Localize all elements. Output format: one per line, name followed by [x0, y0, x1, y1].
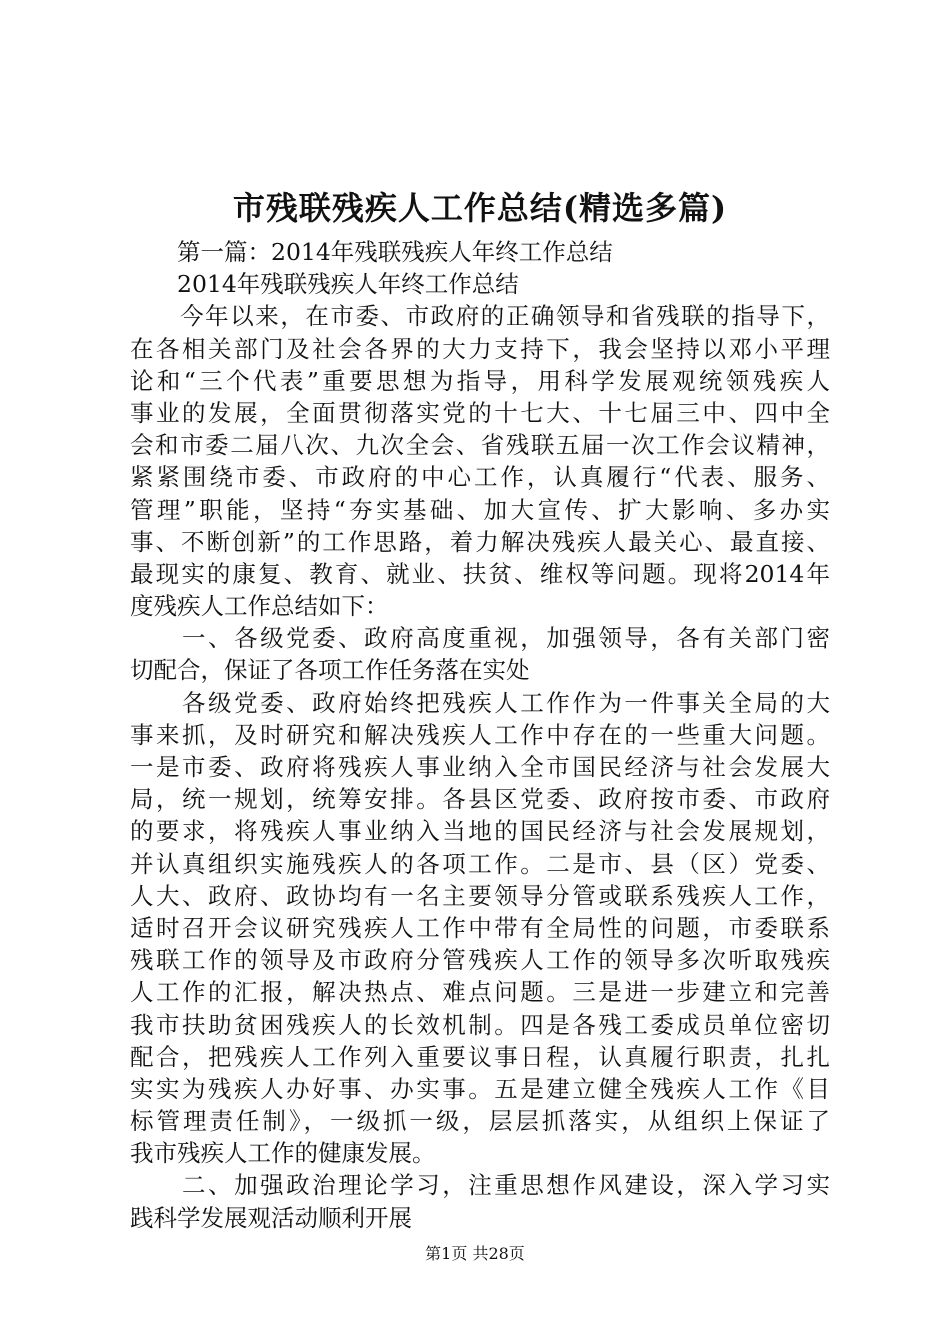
- body-line: 我市残疾人工作的健康发展。: [130, 1139, 436, 1168]
- body-line: 实实为残疾人办好事、办实事。五是建立健全残疾人工作《目: [130, 1074, 830, 1103]
- body-line: 论和“三个代表”重要思想为指导，用科学发展观统领残疾人: [130, 366, 830, 395]
- body-line: 人工作的汇报，解决热点、难点问题。三是进一步建立和完善: [130, 978, 830, 1007]
- body-line: 并认真组织实施残疾人的各项工作。二是市、县（区）党委、: [130, 849, 830, 878]
- body-line: 的要求，将残疾人事业纳入当地的国民经济与社会发展规划，: [130, 817, 830, 846]
- body-line: 践科学发展观活动顺利开展: [130, 1203, 412, 1232]
- body-line: 标管理责任制》，一级抓一级，层层抓落实，从组织上保证了: [130, 1107, 830, 1136]
- body-line: 我市扶助贫困残疾人的长效机制。四是各残工委成员单位密切: [130, 1010, 830, 1039]
- body-line: 最现实的康复、教育、就业、扶贫、维权等问题。现将2014年: [130, 559, 830, 588]
- body-line: 紧紧围绕市委、市政府的中心工作，认真履行“代表、服务、: [130, 463, 830, 492]
- body-line: 今年以来，在市委、市政府的正确领导和省残联的指导下，: [130, 302, 830, 331]
- document-title: 市残联残疾人工作总结(精选多篇): [232, 189, 728, 227]
- body-line: 各级党委、政府始终把残疾人工作作为一件事关全局的大: [130, 688, 830, 717]
- body-line: 人大、政府、政协均有一名主要领导分管或联系残疾人工作，: [130, 881, 830, 910]
- body-line: 在各相关部门及社会各界的大力支持下，我会坚持以邓小平理: [130, 334, 830, 363]
- body-line: 事来抓，及时研究和解决残疾人工作中存在的一些重大问题。: [130, 720, 830, 749]
- body-line: 局，统一规划，统筹安排。各县区党委、政府按市委、市政府: [130, 785, 830, 814]
- page-footer: 第1页 共28页: [425, 1244, 525, 1263]
- body-line: 二、加强政治理论学习，注重思想作风建设，深入学习实: [130, 1171, 830, 1200]
- body-line: 2014年残联残疾人年终工作总结: [130, 270, 519, 299]
- document-body: [130, 236, 830, 1234]
- body-line: 事、不断创新”的工作思路，着力解决残疾人最关心、最直接、: [130, 527, 830, 556]
- body-line: 管理”职能，坚持“夯实基础、加大宣传、扩大影响、多办实: [130, 495, 830, 524]
- body-line: 事业的发展，全面贯彻落实党的十七大、十七届三中、四中全: [130, 398, 830, 427]
- body-line: 配合，把残疾人工作列入重要议事日程，认真履行职责，扎扎: [130, 1042, 830, 1071]
- body-line: 一是市委、政府将残疾人事业纳入全市国民经济与社会发展大: [130, 753, 830, 781]
- body-line: 残联工作的领导及市政府分管残疾人工作的领导多次听取残疾: [130, 946, 830, 975]
- body-line: 第一篇：2014年残联残疾人年终工作总结: [130, 238, 613, 266]
- body-line: 一、各级党委、政府高度重视，加强领导，各有关部门密: [130, 624, 830, 653]
- body-line: 会和市委二届八次、九次全会、省残联五届一次工作会议精神，: [130, 431, 830, 460]
- body-line: 切配合，保证了各项工作任务落在实处: [130, 656, 530, 685]
- body-line: 适时召开会议研究残疾人工作中带有全局性的问题，市委联系: [130, 913, 830, 942]
- body-line: 度残疾人工作总结如下：: [130, 592, 389, 621]
